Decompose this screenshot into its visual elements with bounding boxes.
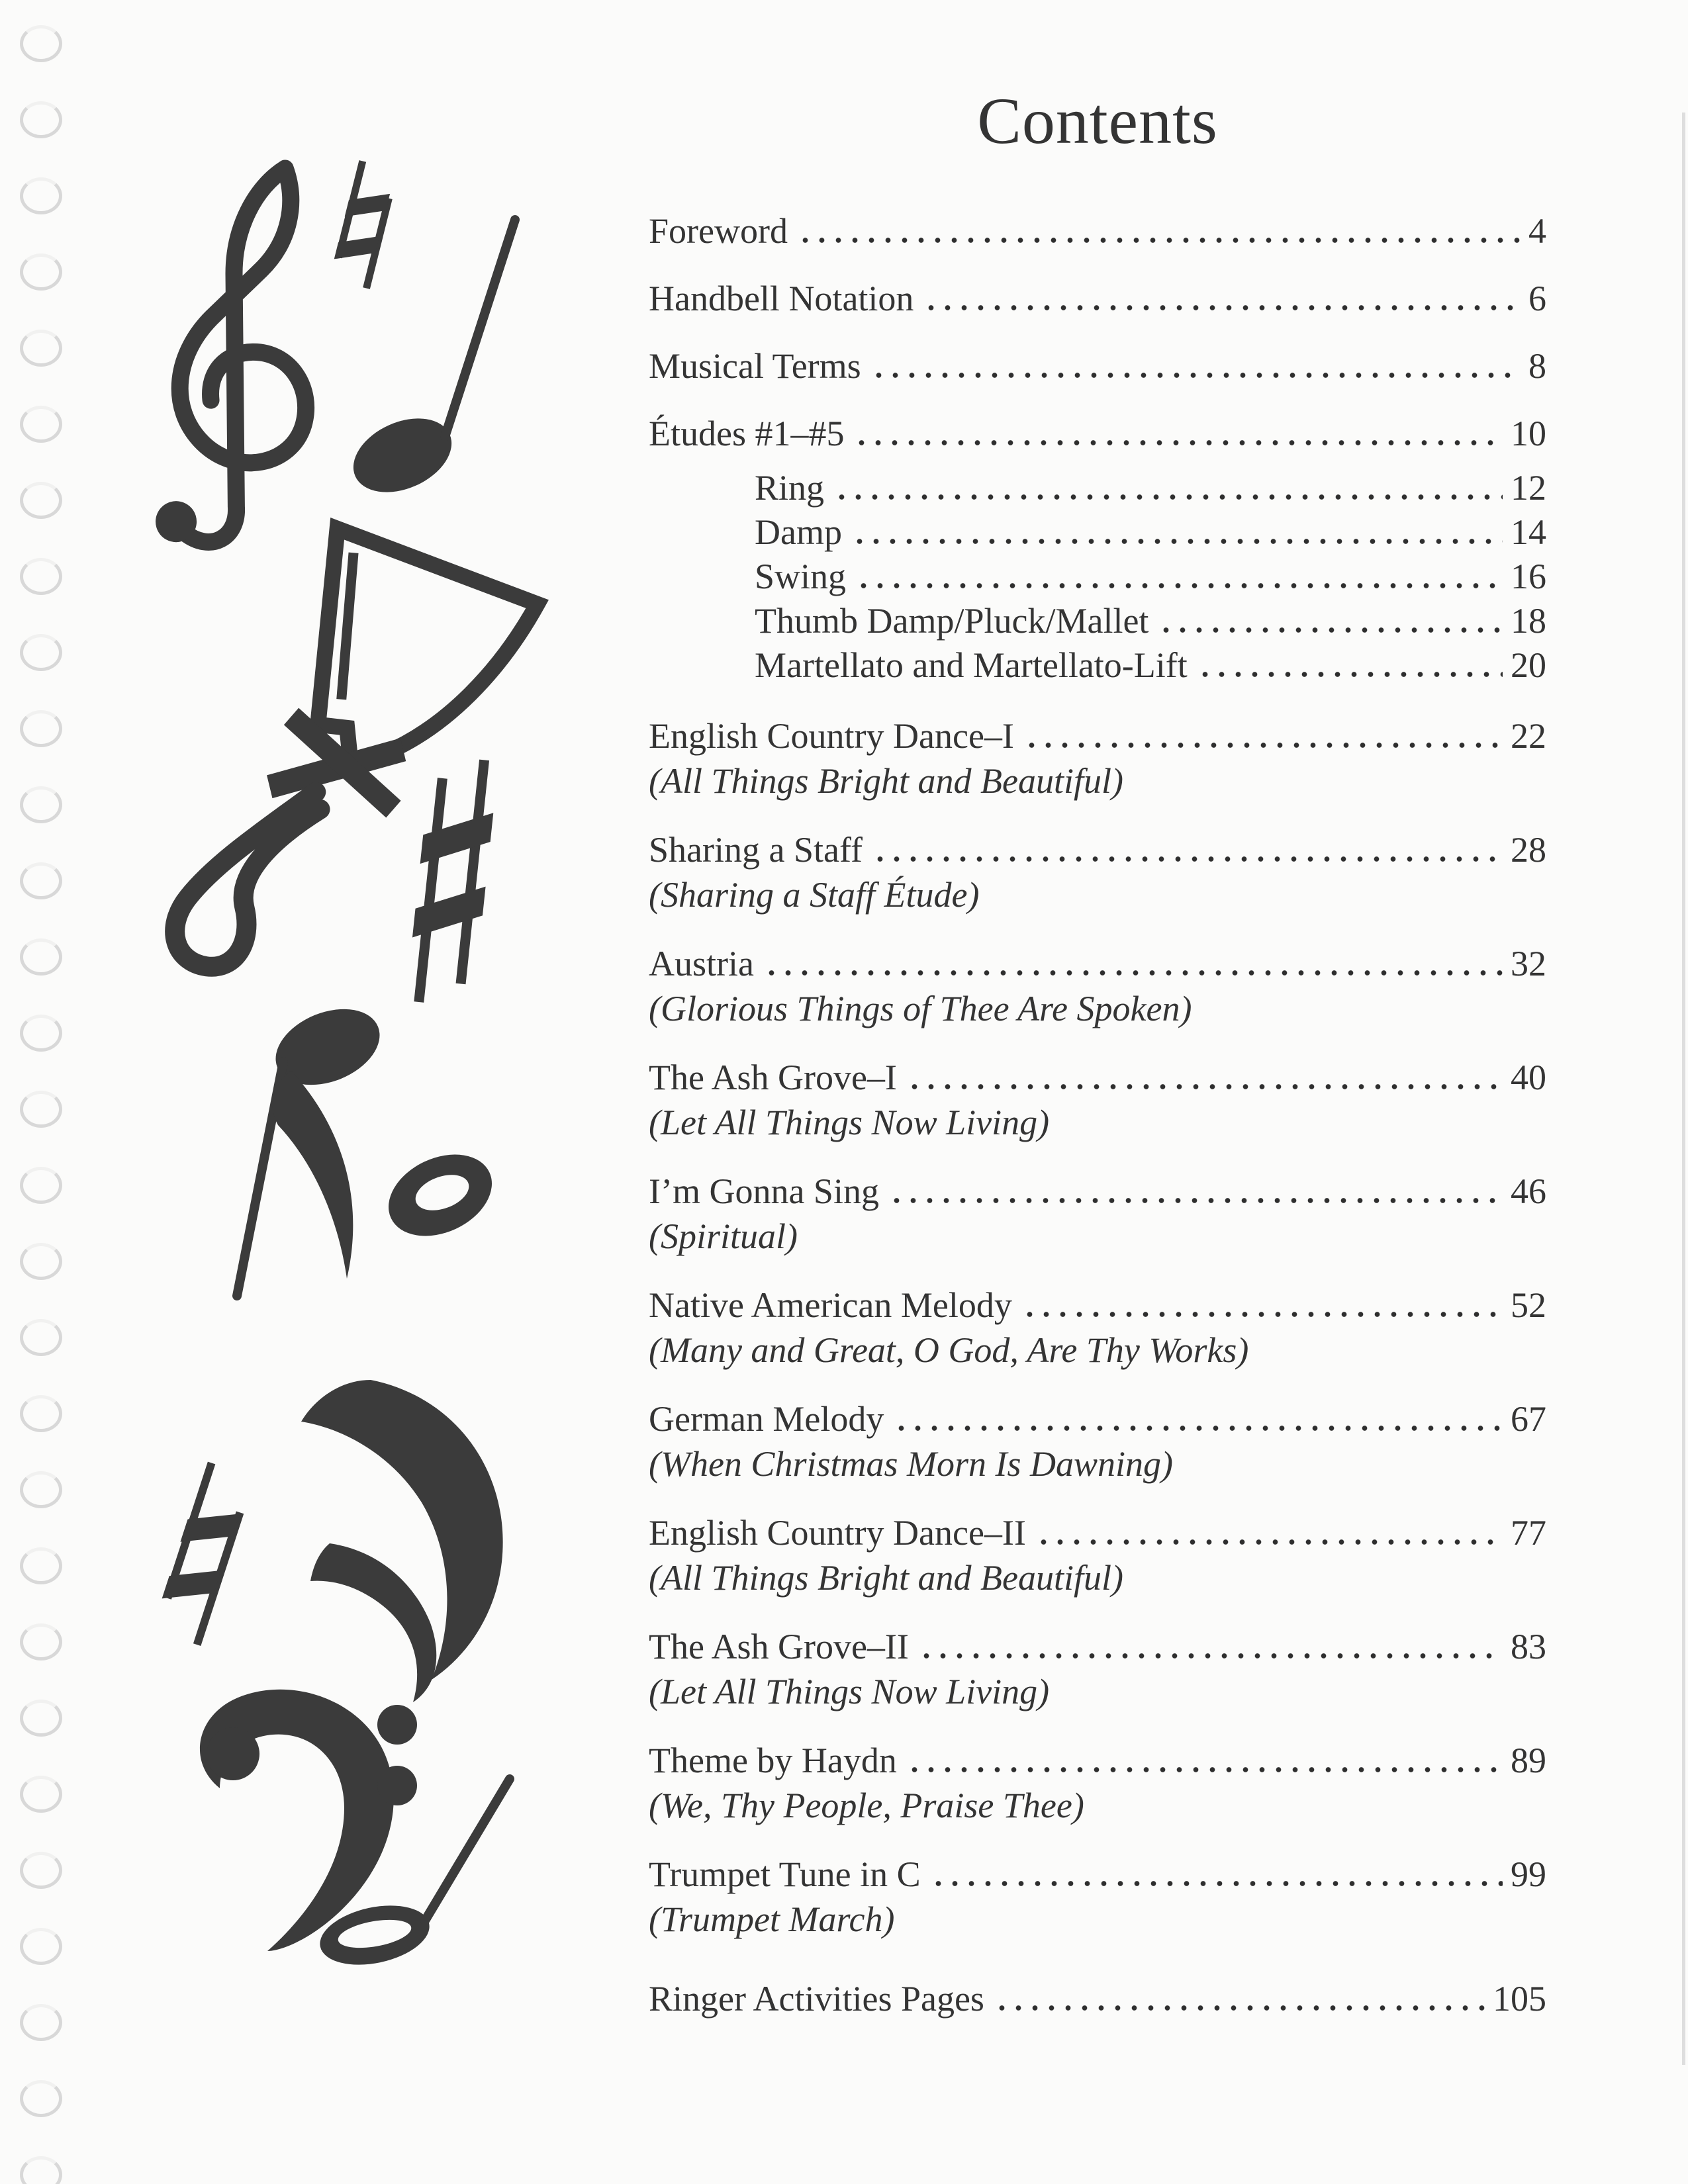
toc-subtitle-text: (Let All Things Now Living) xyxy=(649,1672,1050,1711)
toc-entry-page-number: 12 xyxy=(1511,468,1546,508)
toc-entry-page-number: 99 xyxy=(1511,1854,1546,1894)
toc-entry xyxy=(649,1285,1546,1326)
whole-note-head-icon xyxy=(375,1139,505,1252)
binding-hole xyxy=(20,862,62,899)
dot-leader xyxy=(851,539,1503,544)
toc-entry-subtitle xyxy=(649,1102,1546,1143)
binding-hole xyxy=(20,1852,62,1889)
toc-entry-title: Native American Melody xyxy=(649,1285,1012,1325)
toc-entry-subtitle xyxy=(649,1785,1546,1826)
toc-entry-title: I’m Gonna Sing xyxy=(649,1171,879,1211)
toc-entry-page-number: 67 xyxy=(1511,1399,1546,1439)
toc-entry-page-number: 14 xyxy=(1511,512,1546,552)
binding-hole xyxy=(20,2080,62,2117)
toc-entry xyxy=(755,556,1546,597)
toc-entry-subtitle xyxy=(649,1216,1546,1257)
toc-entry-subtitle xyxy=(649,1671,1546,1712)
binding-hole xyxy=(20,710,62,747)
dot-leader xyxy=(906,1084,1503,1089)
bass-clef-icon xyxy=(200,1690,417,1951)
toc-entry-title: German Melody xyxy=(649,1399,884,1439)
toc-entry xyxy=(755,645,1546,686)
toc-entry xyxy=(649,943,1546,984)
toc-entry-page-number: 52 xyxy=(1511,1285,1546,1325)
toc-entry-title: Trumpet Tune in C xyxy=(649,1854,921,1894)
binding-hole xyxy=(20,1395,62,1432)
natural-sign-icon xyxy=(329,160,396,289)
binding-hole xyxy=(20,1623,62,1661)
toc-entry-title: Damp xyxy=(755,512,842,552)
toc-entry-page-number: 6 xyxy=(1528,279,1546,318)
toc-entry xyxy=(649,1512,1546,1553)
dot-leader xyxy=(906,1767,1503,1772)
toc-entry xyxy=(649,1057,1546,1098)
toc-entry-title: Martellato and Martellato-Lift xyxy=(755,645,1188,685)
dot-leader xyxy=(888,1198,1503,1203)
dot-leader xyxy=(1021,1312,1503,1317)
toc-entry-title: Ringer Activities Pages xyxy=(649,1979,984,2019)
toc-entry-subtitle xyxy=(649,760,1546,801)
toc-entry xyxy=(755,600,1546,641)
toc-entry-page-number: 16 xyxy=(1511,557,1546,596)
toc-entry xyxy=(649,345,1546,387)
binding-hole xyxy=(20,406,62,443)
toc xyxy=(649,210,1546,2019)
toc-subtitle-text: (Sharing a Staff Étude) xyxy=(649,875,980,915)
dot-leader xyxy=(797,238,1521,243)
toc-entry-title: English Country Dance–I xyxy=(649,716,1014,756)
toc-entry-page-number: 89 xyxy=(1511,1741,1546,1780)
toc-entry-title: Ring xyxy=(755,468,825,508)
dot-leader xyxy=(923,305,1521,310)
toc-entry-page-number: 4 xyxy=(1528,211,1546,251)
eighth-note-icon xyxy=(237,995,391,1296)
binding-hole xyxy=(20,1319,62,1356)
toc-entry xyxy=(649,829,1546,870)
toc-entry-subtitle xyxy=(649,1557,1546,1598)
toc-entry xyxy=(649,1854,1546,1895)
toc-subtitle-text: (All Things Bright and Beautiful) xyxy=(649,1558,1123,1598)
dot-leader xyxy=(763,970,1503,976)
toc-entry-page-number: 8 xyxy=(1528,346,1546,386)
toc-entry-page-number: 40 xyxy=(1511,1058,1546,1097)
toc-entry-subtitle xyxy=(649,874,1546,915)
beamed-notes-icon xyxy=(301,1380,503,1702)
toc-entry-page-number: 18 xyxy=(1511,601,1546,641)
half-note-icon xyxy=(314,1779,510,1974)
toc-entry-title: Études #1–#5 xyxy=(649,414,845,453)
binding-hole xyxy=(20,253,62,291)
treble-clef-icon xyxy=(154,159,331,555)
dot-leader xyxy=(833,494,1503,500)
dot-leader xyxy=(855,583,1503,588)
dot-leader xyxy=(918,1653,1503,1659)
quarter-note-icon xyxy=(342,220,515,506)
toc-entry-title: Swing xyxy=(755,557,847,596)
toc-entry-title: Austria xyxy=(649,944,754,983)
toc-entry xyxy=(649,1398,1546,1439)
toc-entry-page-number: 22 xyxy=(1511,716,1546,756)
natural-sign-small-icon xyxy=(152,1461,252,1645)
toc-subtitle-text: (Glorious Things of Thee Are Spoken) xyxy=(649,989,1192,1028)
binding-hole xyxy=(20,177,62,214)
toc-entry-subtitle xyxy=(649,1330,1546,1371)
toc-subtitle-text: (All Things Bright and Beautiful) xyxy=(649,761,1123,801)
sharp-sign-icon xyxy=(406,754,499,1008)
toc-entry-title: The Ash Grove–II xyxy=(649,1627,909,1666)
toc-entry-page-number: 20 xyxy=(1511,645,1546,685)
toc-entry-subtitle xyxy=(649,988,1546,1029)
toc-entry-subtitle xyxy=(649,1443,1546,1484)
binding-hole xyxy=(20,1471,62,1508)
binding-hole xyxy=(20,1091,62,1128)
binding-hole xyxy=(20,25,62,62)
dot-leader xyxy=(870,373,1521,378)
dot-leader xyxy=(893,1426,1503,1431)
toc-entry-page-number: 28 xyxy=(1511,830,1546,870)
binding-hole xyxy=(20,1547,62,1584)
dot-leader xyxy=(853,440,1503,445)
binding-hole xyxy=(20,1015,62,1052)
binding-hole xyxy=(20,938,62,976)
toc-entry-subtitle xyxy=(649,1899,1546,1940)
toc-entry-page-number: 10 xyxy=(1511,414,1546,453)
toc-subtitle-text: (Spiritual) xyxy=(649,1216,798,1256)
toc-entry-page-number: 32 xyxy=(1511,944,1546,983)
toc-entry-page-number: 83 xyxy=(1511,1627,1546,1666)
toc-entry xyxy=(649,413,1546,454)
toc-entry-page-number: 105 xyxy=(1493,1979,1546,2019)
toc-entry xyxy=(649,1171,1546,1212)
toc-subtitle-text: (When Christmas Morn Is Dawning) xyxy=(649,1444,1173,1484)
binding-hole xyxy=(20,2004,62,2041)
page-title: Contents xyxy=(977,84,1218,158)
toc-subtitle-text: (We, Thy People, Praise Thee) xyxy=(649,1786,1084,1825)
toc-subtitle-text: (Trumpet March) xyxy=(649,1899,895,1939)
binding-hole xyxy=(20,1700,62,1737)
toc-entry-title: Thumb Damp/Pluck/Mallet xyxy=(755,601,1149,641)
binding-hole xyxy=(20,558,62,595)
toc-entry xyxy=(755,467,1546,508)
toc-entry-page-number: 46 xyxy=(1511,1171,1546,1211)
binding-hole xyxy=(20,634,62,671)
toc-entry xyxy=(649,1740,1546,1781)
dot-leader xyxy=(1158,627,1503,633)
binding-hole xyxy=(20,101,62,138)
handbell-icon xyxy=(167,513,543,1021)
dot-leader xyxy=(930,1881,1503,1886)
binding-hole xyxy=(20,786,62,823)
binding-holes xyxy=(0,0,79,2184)
toc-entry-title: English Country Dance–II xyxy=(649,1513,1026,1553)
binding-hole xyxy=(20,1167,62,1204)
toc-entry xyxy=(649,1626,1546,1667)
toc-subtitle-text: (Let All Things Now Living) xyxy=(649,1103,1050,1142)
toc-entry xyxy=(649,715,1546,756)
toc-entry-page-number: 77 xyxy=(1511,1513,1546,1553)
toc-entry xyxy=(755,512,1546,553)
toc-entry-title: The Ash Grove–I xyxy=(649,1058,897,1097)
dot-leader xyxy=(1035,1539,1503,1545)
dot-leader xyxy=(994,2005,1485,2011)
toc-entry xyxy=(649,278,1546,319)
toc-entry xyxy=(649,1978,1546,2019)
binding-hole xyxy=(20,482,62,519)
binding-hole xyxy=(20,1776,62,1813)
binding-hole xyxy=(20,2156,62,2184)
binding-hole xyxy=(20,1928,62,1965)
toc-entry-title: Handbell Notation xyxy=(649,279,914,318)
toc-entry-title: Foreword xyxy=(649,211,788,251)
toc-entry-title: Sharing a Staff xyxy=(649,830,863,870)
dot-leader xyxy=(872,856,1503,862)
toc-subtitle-text: (Many and Great, O God, Are Thy Works) xyxy=(649,1330,1249,1370)
binding-hole xyxy=(20,330,62,367)
binding-hole xyxy=(20,1243,62,1280)
scan-edge-shadow xyxy=(1682,113,1685,2065)
dot-leader xyxy=(1023,743,1503,748)
toc-entry-title: Theme by Haydn xyxy=(649,1741,897,1780)
toc-entry xyxy=(649,210,1546,251)
toc-entry-title: Musical Terms xyxy=(649,346,861,386)
dot-leader xyxy=(1197,672,1503,677)
